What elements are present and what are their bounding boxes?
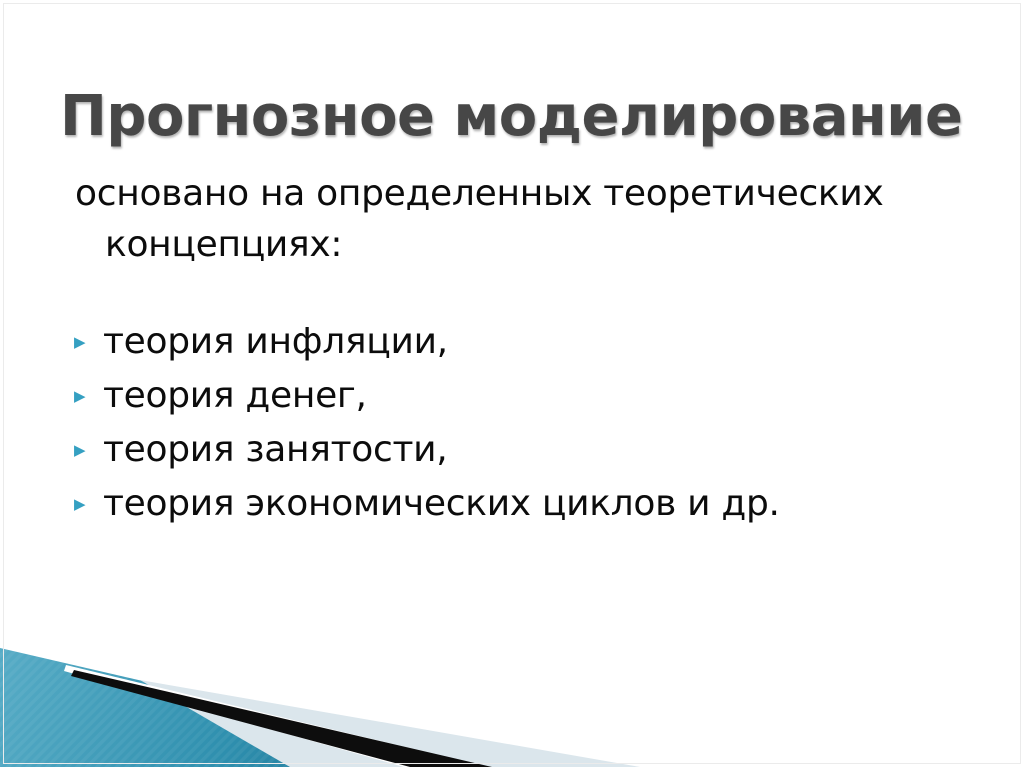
list-item	[74, 368, 780, 422]
bullet-text: теория денег,	[103, 374, 367, 416]
list-item	[74, 476, 780, 530]
list-item	[74, 422, 780, 476]
triangle-bullet-icon: ▶	[74, 495, 86, 513]
intro-line-1: основано на определенных теоретических	[75, 173, 884, 214]
triangle-bullet-icon: ▶	[74, 333, 86, 351]
intro-line-2: концепциях:	[105, 224, 343, 265]
bullet-list	[74, 314, 780, 530]
intro-paragraph	[75, 168, 883, 270]
triangle-bullet-icon: ▶	[74, 387, 86, 405]
bullet-text: теория занятости,	[103, 428, 448, 470]
triangle-bullet-icon: ▶	[74, 441, 86, 459]
list-item	[74, 314, 780, 368]
slide-title: Прогнозное моделирование	[60, 83, 963, 149]
bullet-text: теория инфляции,	[103, 320, 448, 362]
bullet-text: теория экономических циклов и др.	[103, 482, 780, 524]
